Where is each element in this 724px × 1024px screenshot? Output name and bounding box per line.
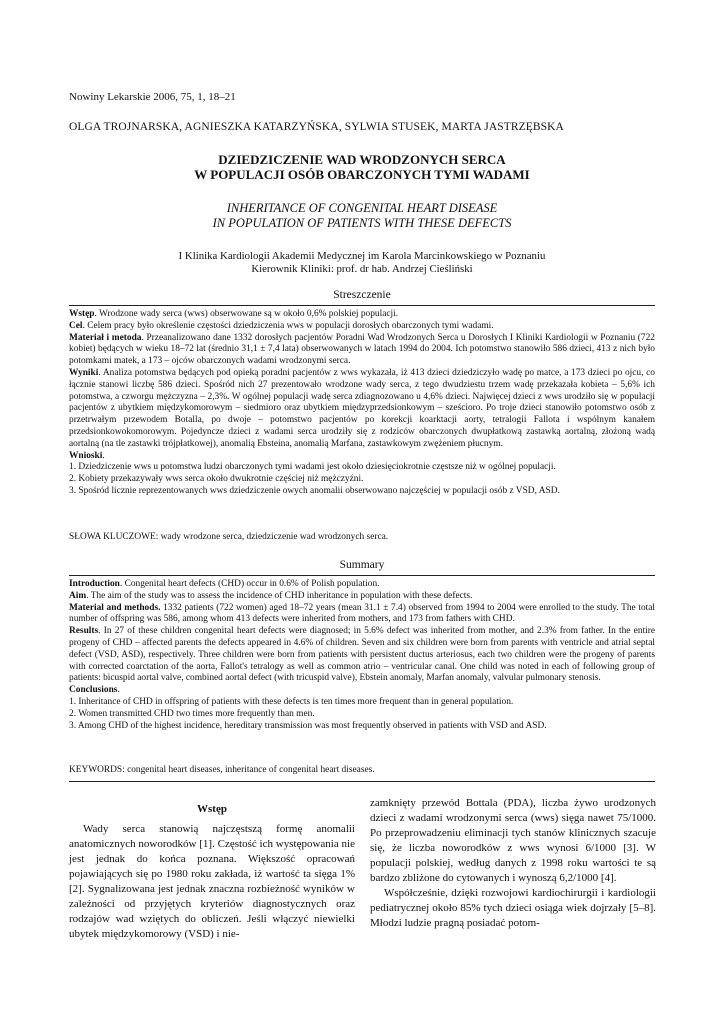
text-introduction: . Congenital heart defects (CHD) occur in 0.6% of Polish population. bbox=[119, 579, 380, 589]
label-introduction: Introduction bbox=[69, 579, 120, 589]
summary-bottom-rule bbox=[69, 781, 655, 782]
body-paragraph-1: Wady serca stanowią najczęstszą formę anomalii anatomicznych noworodków [1]. Częstość ich występowania nie jest jednak do końca poznana. Większość opracowań pojawiających się po 1980 roku zakłada, iż wartość ta sięga 1% [2]. Sygnalizowana jest jednak znaczna rozbieżność wyników w zależności od przyjętych kryteriów diagnostycznych oraz rodzajów wad wziętych do obliczeń. Jeśli włączyć niewielki ubytek międzykomorowy (VSD) i nie- bbox=[69, 823, 355, 940]
streszczenie-body bbox=[69, 309, 655, 498]
summary-heading: Summary bbox=[339, 559, 385, 571]
streszczenie-top-rule bbox=[69, 305, 655, 306]
label-conclusions: Conclusions bbox=[69, 685, 118, 696]
summary-top-rule bbox=[69, 575, 655, 576]
label-cel: Cel bbox=[69, 320, 83, 331]
summary-conclusions-label: Conclusions. bbox=[69, 685, 120, 696]
body-paragraph-1-continued: zamknięty przewód Bottala (PDA), liczba żywo urodzonych dzieci z wadami wrodzonymi serca (wws) sięga nawet 75/1000. Po przeprowadzeniu eliminacji tych stanów klinicznych szacuje się, że liczba noworodków z wws wynosi 6/1000 [3]. W populacji polskiej, według danych z 1998 roku wartości te są bardzo zbliżone do cytowanych i wynoszą 6,2/1000 [4]. bbox=[370, 797, 656, 884]
streszczenie-wyniki bbox=[69, 368, 655, 451]
summary-results bbox=[69, 626, 655, 685]
affiliation bbox=[69, 250, 655, 276]
conclusions-item-1: 1. Inheritance of CHD in offspring of patients with these defects is ten times more frequent than in general population. bbox=[69, 696, 514, 707]
title-polish-line-2: W POPULACJI OSÓB OBARCZONYCH TYMI WADAMI bbox=[194, 167, 530, 182]
title-polish-line-1: DZIEDZICZENIE WAD WRODZONYCH SERCA bbox=[218, 152, 506, 167]
label-results: Results bbox=[69, 626, 99, 637]
summary-keywords: KEYWORDS: congenital heart diseases, inheritance of congenital heart diseases. bbox=[69, 765, 375, 775]
wnioski-item-2: 2. Kobiety przekazywały wws serca około dwukrotnie częściej niż mężczyźni. bbox=[69, 474, 364, 485]
affiliation-line-1: I Klinika Kardiologii Akademii Medycznej im Karola Marcinkowskiego w Poznaniu bbox=[178, 250, 546, 262]
summary-methods bbox=[69, 603, 655, 627]
streszczenie-heading: Streszczenie bbox=[333, 289, 391, 301]
streszczenie-wnioski-label: Wnioski. bbox=[69, 450, 105, 461]
streszczenie-keywords: SŁOWA KLUCZOWE: wady wrodzone serca, dziedziczenie wad wrodzonych serca. bbox=[69, 532, 389, 542]
title-english bbox=[69, 201, 655, 231]
affiliation-line-2: Kierownik Kliniki: prof. dr hab. Andrzej Cieśliński bbox=[251, 263, 473, 275]
text-cel: . Celem pracy było określenie częstości dziedziczenia wws w populacji dorosłych obarczonych tymi wadami. bbox=[82, 320, 494, 331]
label-aim: Aim bbox=[69, 590, 87, 601]
body-paragraph-2: Współcześnie, dzięki rozwojowi kardiochirurgii i kardiologii pediatrycznej około 85% tych dzieci osiąga wiek dojrzały [5–8]. Młodzi ludzie pragną posiadać potom- bbox=[370, 887, 656, 929]
journal-citation: Nowiny Lekarskie 2006, 75, 1, 18–21 bbox=[69, 91, 236, 103]
text-aim: . The aim of the study was to assess the incidence of CHD inheritance in population with these defects. bbox=[86, 590, 473, 601]
summary-aim bbox=[69, 591, 655, 603]
summary-intro bbox=[69, 579, 655, 591]
label-wnioski: Wnioski bbox=[69, 450, 103, 461]
streszczenie-metoda bbox=[69, 333, 655, 368]
body-right-column bbox=[370, 796, 656, 931]
author-list: OLGA TROJNARSKA, AGNIESZKA KATARZYŃSKA, SYLWIA STUSEK, MARTA JASTRZĘBSKA bbox=[69, 121, 564, 133]
wstep-section-heading: Wstęp bbox=[197, 803, 227, 815]
label-metoda: Materiał i metoda bbox=[69, 332, 142, 343]
text-wyniki: . Analiza potomstwa będących pod opieką poradni pacjentów z wws wykazała, iż 413 dzieci dziedziczyło wadę po matce, a 173 dzieci po ojcu, co łącznie stanowi liczbę 586 dzieci. Spośród nich 27 prezentowało wrodzone wady serca, z tego dwudziestu trzem wadę przekazała kobieta – 5,6% ich potomstwa, a czworgu mężczyzna – 2,3%. W ogólnej populacji wadę serca zdiagnozowano u 4,6% dzieci. Najwięcej dzieci z wws urodziło się w populacji pacjentów z ubytkiem międzykomorowym – siedmioro oraz ubytkiem międzyprzedsionkowym – sześcioro. Po troje dzieci stanowiło potomstwo osób z przetrwałym przewodem Botalla, po dwoje – potomstwo pacjentów po korekcji koarktacji aorty, tetralogii Fallota i wspólnym kanałem przedsionkowokomorowym. Pojedyncze dzieci z wadami serca urodziły się z rodziców obarczonych dwupłatkową zastawką aortalną, złożoną wadą aortalną (na tle zastawki trójpłatkowej), anomalią Ebsteina, anomalią Marfana, zastawkowym zwężeniem płucnym. bbox=[69, 367, 655, 449]
streszczenie-cel bbox=[69, 321, 655, 333]
title-polish bbox=[69, 152, 655, 182]
text-wstep: . Wrodzone wady serca (wws) obserwowane są w około 0,6% polskiej populacji. bbox=[94, 309, 399, 319]
summary-body bbox=[69, 579, 655, 732]
conclusions-item-2: 2. Women transmitted CHD two times more frequently than men. bbox=[69, 708, 315, 719]
conclusions-item-3: 3. Among CHD of the highest incidence, hereditary transmission was most frequently observed in patients with VSD and ASD. bbox=[69, 720, 547, 731]
label-wyniki: Wyniki bbox=[69, 367, 99, 378]
title-english-line-2: IN POPULATION OF PATIENTS WITH THESE DEFECTS bbox=[212, 216, 512, 230]
label-wstep: Wstęp bbox=[69, 309, 95, 319]
text-results: . In 27 of these children congenital heart defects were diagnosed; in 5.6% defect was inherited from mother, and 2.3% from father. In the entire progeny of CHD – affected parents the defects appeared in 4.6% of children. Seven and six children were born from parents with ventricle and atrial septal defect (VSD, ASD), respectively. Three children were born from patients with persistent ductus arteriosus, each two children were the progeny of parents with corrected coarctation of the aorta, Fallot's tetralogy as well as common atrio – ventricular canal. One child was noted in each of following group of patients: bicuspid aortal valve, combined aortal defect (with tricuspid valve), Ebstein anomaly, Marfan anomaly, valvular pulmonary stenosis. bbox=[69, 626, 655, 684]
wnioski-item-1: 1. Dziedziczenie wws u potomstwa ludzi obarczonych tymi wadami jest około dziesięciokrotnie częstsze niż w ogólnej populacji. bbox=[69, 462, 556, 473]
text-methods: 1332 patients (722 women) aged 18–72 years (mean 31.1 ± 7.4) observed from 1994 to 2004 were enrolled to the study. The total number of offspring was 586, among whom 413 defects were inherited from mothers, and 173 from fathers with CHD. bbox=[69, 602, 655, 625]
streszczenie-wstep bbox=[69, 309, 655, 321]
label-methods: Material and methods. bbox=[69, 602, 161, 613]
text-metoda: . Przeanalizowano dane 1332 dorosłych pacjentów Poradni Wad Wrodzonych Serca u Dorosłych I Kliniki Kardiologii w Poznaniu (722 kobiet) będących w wieku 18–72 lat (średnio 31,1 ± 7,4 lata) obserwowanych w latach 1994 do 2004. Ich potomstwo stanowiło 586 dzieci, 413 z nich było potomkami matek, a 173 – ojców obarczonych wadami wrodzonymi serca. bbox=[69, 332, 655, 367]
body-left-column bbox=[69, 802, 355, 942]
wnioski-item-3: 3. Spośród licznie reprezentowanych wws dziedziczenie owych anomalii obserwowano najczęściej w populacji osób z VSD, ASD. bbox=[69, 485, 560, 496]
title-english-line-1: INHERITANCE OF CONGENITAL HEART DISEASE bbox=[226, 201, 498, 215]
